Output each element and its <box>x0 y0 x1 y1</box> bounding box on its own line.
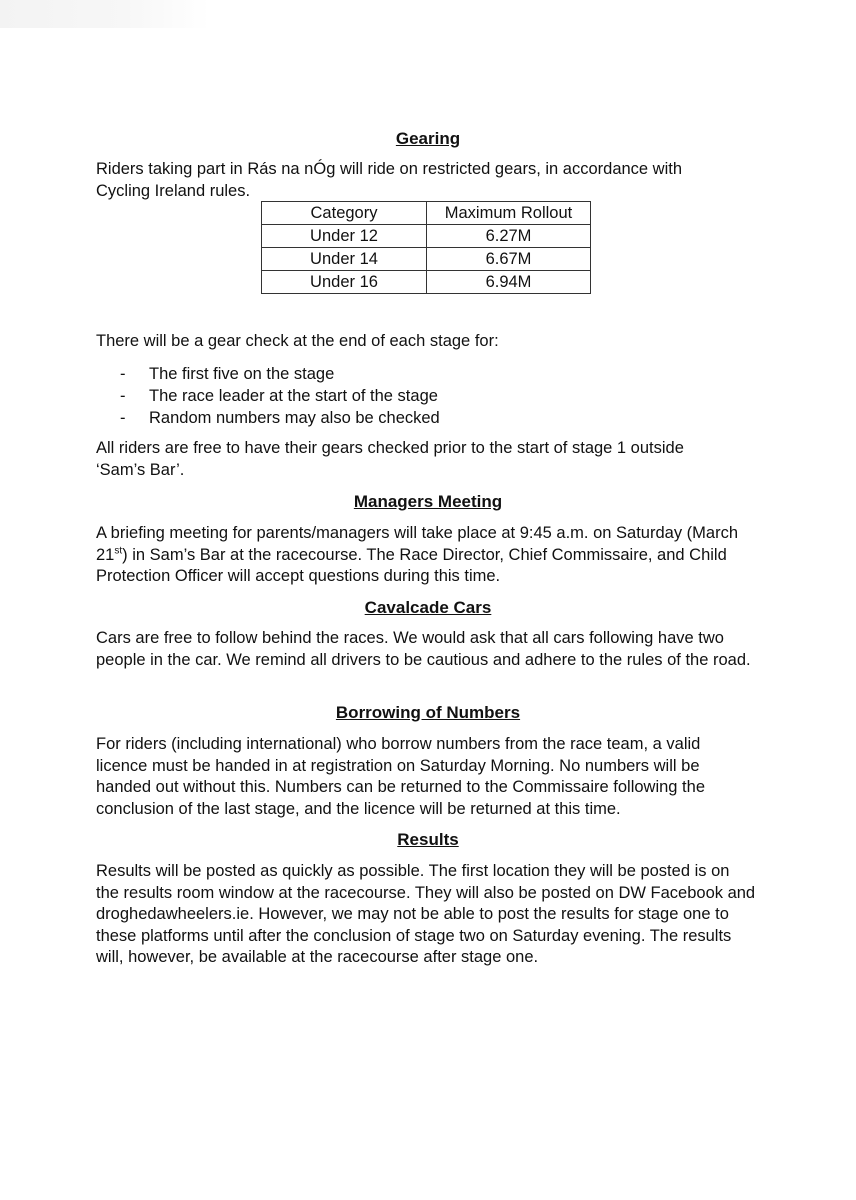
gearing-heading: Gearing <box>395 129 461 148</box>
list-item <box>96 386 440 408</box>
table-row <box>262 248 591 271</box>
borrowing-heading: Borrowing of Numbers <box>335 703 521 722</box>
list-dash: - <box>120 365 126 383</box>
table-cell-rollout: 6.94M <box>427 271 591 294</box>
gearing-intro: Riders taking part in Rás na nÓg will ride on restricted gears, in accordance with Cycling Ireland rules. <box>96 160 683 200</box>
list-item-text: The race leader at the start of the stage <box>149 387 438 405</box>
gear-table <box>261 201 591 294</box>
table-header-row <box>262 202 591 225</box>
table-header-cell: Category <box>262 202 427 225</box>
managers-text-part2: ) in Sam’s Bar at the racecourse. The Race Director, Chief Commissaire, and Child Protection Officer will accept questions during this time. <box>96 545 727 585</box>
gear-check-list <box>96 364 440 430</box>
list-item-text: The first five on the stage <box>149 365 335 383</box>
managers-text <box>96 523 758 588</box>
table-row <box>262 225 591 248</box>
gear-check-intro: There will be a gear check at the end of each stage for: <box>96 332 499 350</box>
scan-smudge <box>0 0 210 28</box>
free-check-note: All riders are free to have their gears checked prior to the start of stage 1 outside ‘Sam’s Bar’. <box>96 439 684 479</box>
table-cell-rollout: 6.27M <box>427 225 591 248</box>
managers-text-part1: A briefing meeting for parents/managers will take place at 9:45 a.m. on Saturday (March 21 <box>96 524 738 564</box>
table-row <box>262 271 591 294</box>
list-item <box>96 364 440 386</box>
table-cell-category: Under 12 <box>262 225 427 248</box>
table-cell-rollout: 6.67M <box>427 248 591 271</box>
list-item <box>96 408 440 430</box>
managers-heading: Managers Meeting <box>353 492 503 511</box>
table-cell-category: Under 14 <box>262 248 427 271</box>
list-item-text: Random numbers may also be checked <box>149 409 440 427</box>
table-header-cell: Maximum Rollout <box>427 202 591 225</box>
list-dash: - <box>120 409 126 427</box>
results-heading: Results <box>397 830 459 849</box>
table-cell-category: Under 16 <box>262 271 427 294</box>
results-text: Results will be posted as quickly as possible. The first location they will be posted is on the results room window at the racecourse. They will also be posted on DW Facebook and droghedawheelers.ie. However, we may not be able to post the results for stage one to these platforms until after the conclusion of stage two on Saturday evening. The results will, however, be available at the racecourse after stage one. <box>96 862 756 966</box>
date-suffix: st <box>114 545 123 556</box>
list-dash: - <box>120 387 126 405</box>
borrowing-text: For riders (including international) who borrow numbers from the race team, a valid licence must be handed in at registration on Saturday Morning. No numbers will be handed out without this. Numbers can be returned to the Commissaire following the conclusion of the last stage, and the licence will be returned at this time. <box>96 735 705 818</box>
cavalcade-text: Cars are free to follow behind the races. We would ask that all cars following have two people in the car. We remind all drivers to be cautious and adhere to the rules of the road. <box>96 629 751 669</box>
cavalcade-heading: Cavalcade Cars <box>364 598 492 617</box>
